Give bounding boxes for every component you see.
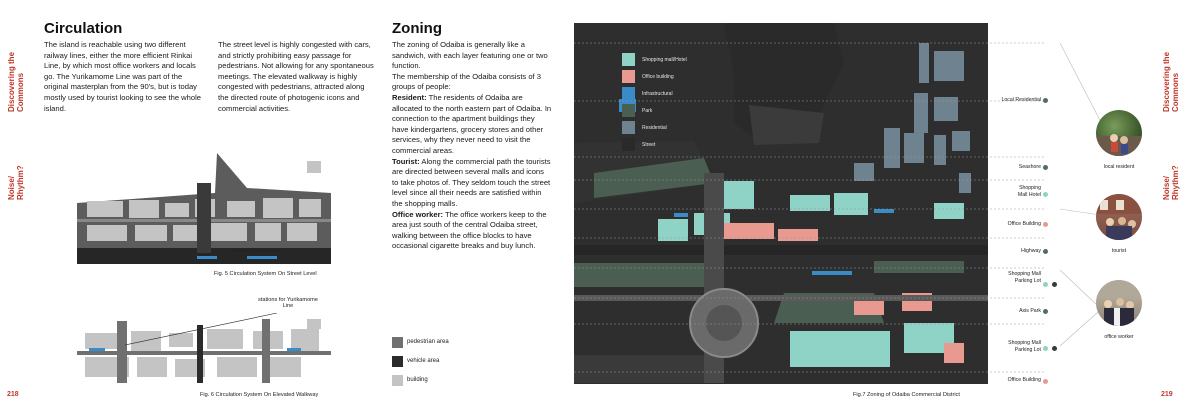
zoning-resident bbox=[392, 93, 552, 157]
circulation-col2: The street level is highly congested with cars, and strictly prohibiting easy passage for pedestrians. Not allowing for any spontaneous meetings. The elevated walkway is highly congested with pedestrians, attracted along the directed route of photogenic icons and commercial activities. bbox=[218, 40, 374, 113]
tourist-photo bbox=[1096, 194, 1142, 240]
office-worker-figure bbox=[1096, 280, 1142, 326]
legend-swatch bbox=[392, 337, 403, 348]
legend-swatch bbox=[392, 375, 403, 386]
fig5-street-map bbox=[77, 153, 331, 264]
zone-label: Seashore bbox=[1018, 164, 1041, 170]
zone-label: Office Building bbox=[1007, 221, 1041, 227]
zone-dot bbox=[1043, 309, 1048, 314]
map-legend-label: Street bbox=[642, 141, 656, 148]
zoning-body bbox=[392, 40, 552, 252]
fig5-caption: Fig. 5 Circulation System On Street Level bbox=[214, 271, 317, 277]
legend-label: pedestrian area bbox=[407, 339, 449, 345]
map-legend-item bbox=[622, 121, 687, 134]
map-legend-label: Park bbox=[642, 107, 653, 114]
page-number-left: 218 bbox=[7, 391, 19, 398]
zone-label: Highway bbox=[1021, 248, 1041, 254]
circulation-col1: The island is reachable using two different railway lines, either the more efficient Rinkai Line, by which most office workers and locals go. The Yurikamome Line was part of the original masterplan from the 90's, but is today mostly used by tourist looking to see the whole island. bbox=[44, 40, 202, 113]
fig7-caption: Fig.7 Zoning of Odaiba Commercial District bbox=[853, 392, 960, 398]
map-legend-swatch bbox=[622, 87, 635, 100]
vertical-tab-noise-right: Noise/ Rhythm? bbox=[1162, 165, 1180, 200]
fig6-caption: Fig. 6 Circulation System On Elevated Walkway bbox=[200, 392, 319, 398]
zoning-heading: Zoning bbox=[392, 20, 442, 37]
local-resident-caption: local resident bbox=[1103, 164, 1135, 170]
map-legend-swatch bbox=[622, 138, 635, 151]
office-title: Office worker: bbox=[392, 209, 444, 219]
map-legend-item bbox=[622, 87, 687, 100]
zone-label-list bbox=[985, 0, 1041, 420]
zone-dot bbox=[1043, 222, 1048, 227]
zone-dot bbox=[1043, 346, 1048, 351]
legend-item bbox=[392, 336, 449, 348]
map-legend bbox=[622, 53, 687, 155]
vertical-tab-noise-left: Noise/ Rhythm? bbox=[7, 165, 25, 200]
fig6-walkway-map bbox=[77, 313, 331, 383]
legend-item bbox=[392, 374, 449, 386]
zone-dot bbox=[1052, 282, 1057, 287]
fig5-station-label: stations for Rinkai Line bbox=[230, 248, 281, 254]
map-legend-swatch bbox=[622, 104, 635, 117]
zoning-office bbox=[392, 210, 552, 252]
legend-swatch bbox=[392, 356, 403, 367]
zone-dot bbox=[1043, 379, 1048, 384]
zoning-intro: The zoning of Odaiba is generally like a sandwich, with each layer featuring one or two function. bbox=[392, 40, 548, 71]
zone-label: Shopping Mall Parking Lot bbox=[1008, 271, 1041, 284]
legend-item bbox=[392, 355, 449, 367]
office-text: The office workers keep to the area just south of the central Odaiba street, walking between the office blocks to have occasional cigarette breaks and buy lunch. bbox=[392, 209, 547, 251]
zone-dot bbox=[1043, 98, 1048, 103]
tourist-caption: tourist bbox=[1111, 248, 1127, 254]
local-resident-photo bbox=[1096, 110, 1142, 156]
vertical-tab-commons-left: Discovering the Commons bbox=[7, 51, 25, 112]
map-legend-label: Residential bbox=[642, 124, 667, 131]
vertical-tab-commons-right: Discovering the Commons bbox=[1162, 51, 1180, 112]
zone-label: Shopping Mall Hotel bbox=[1017, 185, 1041, 198]
legend-label: vehicle area bbox=[407, 358, 440, 364]
zone-dot bbox=[1052, 346, 1057, 351]
resident-title: Resident: bbox=[392, 92, 427, 102]
map-legend-swatch bbox=[622, 70, 635, 83]
map-legend-label: Infrastructural bbox=[642, 90, 673, 97]
fig6-station-label: stations for Yurikamome Line bbox=[258, 297, 318, 309]
map-legend-swatch bbox=[622, 121, 635, 134]
office-worker-photo bbox=[1096, 280, 1142, 326]
map-legend-item bbox=[622, 70, 687, 83]
zone-label: Axis Park bbox=[1019, 308, 1041, 314]
map-legend-swatch bbox=[622, 53, 635, 66]
tourist-title: Tourist: bbox=[392, 156, 420, 166]
page-number-right: 219 bbox=[1161, 391, 1173, 398]
map-legend-item bbox=[622, 53, 687, 66]
tourist-text: Along the commercial path the tourists are directed between several malls and icons to take photos of. They seldom touch the street level since all their needs are satisfied within the shopping malls. bbox=[392, 156, 551, 208]
resident-text: The residents of Odaiba are allocated to the north eastern part of Odaiba. In connection to the apartment buildings they have kindergartens, grocery stores and other services, why they never need to visit the commercial areas. bbox=[392, 92, 552, 155]
zone-label: Office Building bbox=[1007, 377, 1041, 383]
zone-dot bbox=[1043, 249, 1048, 254]
map-legend-label: Shopping mall/Hotel bbox=[642, 56, 687, 63]
zone-dot bbox=[1043, 192, 1048, 197]
local-resident-figure bbox=[1096, 110, 1142, 156]
zone-dot bbox=[1043, 282, 1048, 287]
tourist-figure bbox=[1096, 194, 1142, 240]
map-legend-item bbox=[622, 138, 687, 151]
map-legend-label: Office building bbox=[642, 73, 674, 80]
map-legend-item bbox=[622, 104, 687, 117]
zoning-tourist bbox=[392, 157, 552, 210]
office-worker-caption: office worker bbox=[1104, 334, 1134, 340]
zone-label: Local Residential bbox=[1001, 97, 1041, 103]
zone-label: Shopping Mall Parking Lot bbox=[1008, 340, 1041, 353]
circulation-heading: Circulation bbox=[44, 20, 123, 37]
legend-label: building bbox=[407, 377, 428, 383]
zone-dot bbox=[1043, 165, 1048, 170]
zoning-membership: The membership of the Odaiba consists of 3 groups of people: bbox=[392, 71, 541, 92]
circulation-legend bbox=[392, 336, 449, 393]
zoning-map bbox=[574, 23, 988, 384]
